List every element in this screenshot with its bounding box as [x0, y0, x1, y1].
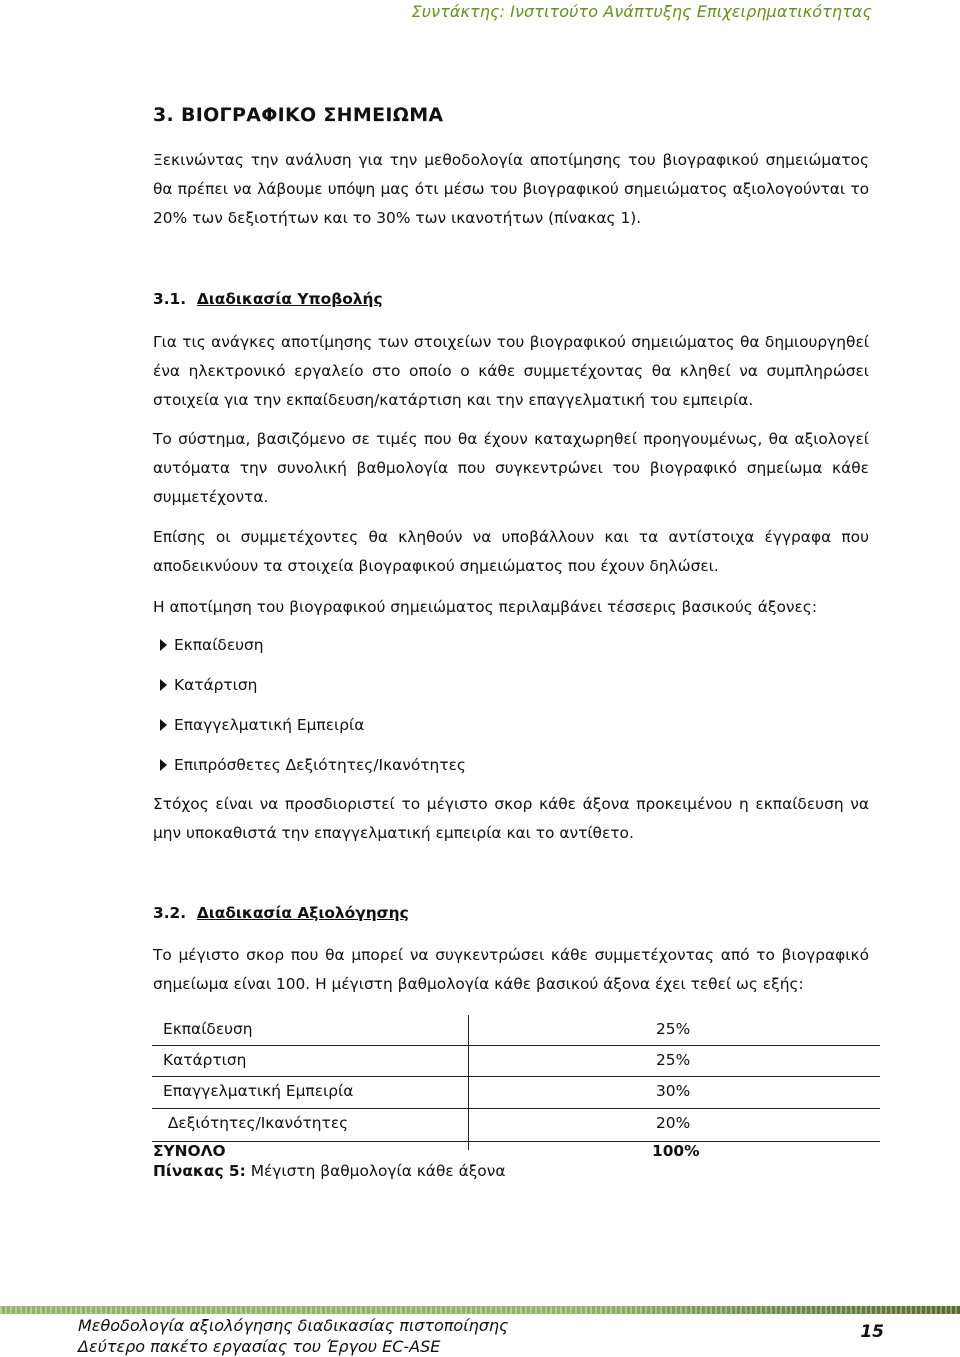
table-cell-label: Εκπαίδευση [163, 1020, 253, 1038]
subsection-heading-evaluation [153, 904, 409, 922]
triangle-bullet-icon [160, 759, 167, 771]
table-row [152, 1077, 880, 1107]
submission-paragraph-3: Επίσης οι συμμετέχοντες θα κληθούν να υποβάλλουν και τα αντίστοιχα έγγραφα που αποδεικνύουν τα στοιχεία βιογραφικού σημειώματος που έχουν δηλώσει. [153, 528, 869, 575]
table-caption [153, 1162, 505, 1180]
evaluation-paragraph: Το μέγιστο σκορ που θα μπορεί να συγκεντρώσει κάθε συμμετέχοντας από το βιογραφικό σημείωμα είναι 100. Η μέγιστη βαθμολογία κάθε βασικού άξονα έχει τεθεί ως εξής: [153, 946, 869, 993]
table-rule [152, 1141, 880, 1142]
triangle-bullet-icon [160, 719, 167, 731]
bullet-label: Κατάρτιση [174, 676, 258, 694]
section-title: 3. ΒΙΟΓΡΑΦΙΚΟ ΣΗΜΕΙΩΜΑ [153, 104, 444, 126]
table-cell-label: Κατάρτιση [163, 1051, 247, 1069]
table-cell-value: 25% [656, 1020, 691, 1038]
table-total-value: 100% [652, 1142, 700, 1160]
subsection-number: 3.2. [153, 904, 187, 922]
table-cell-label: Δεξιότητες/Ικανότητες [163, 1114, 349, 1132]
subsection-number: 3.1. [153, 290, 187, 308]
bullet-item [160, 636, 264, 654]
bullet-item [160, 756, 466, 774]
submission-paragraph-5: Στόχος είναι να προσδιοριστεί το μέγιστο σκορ κάθε άξονα προκειμένου η εκπαίδευση να μην υποκαθιστά την επαγγελματική εμπειρία και το αντίθετο. [153, 795, 869, 842]
bullet-item [160, 676, 257, 694]
subsection-heading-submission [153, 290, 383, 308]
intro-paragraph: Ξεκινώντας την ανάλυση για την μεθοδολογία αποτίμησης του βιογραφικού σημειώματος θα πρέπει να λάβουμε υπόψη μας ότι μέσω του βιογραφικού σημειώματος αξιολογούνται το 20% των δεξιοτήτων και το 30% των ικανοτήτων (πίνακας 1). [153, 151, 869, 227]
subsection-title: Διαδικασία Αξιολόγησης [196, 904, 409, 922]
table-cell-value: 20% [656, 1114, 691, 1132]
table-row [152, 1046, 880, 1076]
page-number: 15 [860, 1322, 884, 1342]
table-row [152, 1015, 880, 1045]
footer-title: Μεθοδολογία αξιολόγησης διαδικασίας πιστοποίησης [78, 1316, 509, 1335]
subsection-title: Διαδικασία Υποβολής [196, 290, 383, 308]
header-author: Συντάκτης: Ινστιτούτο Ανάπτυξης Επιχειρηματικότητας [411, 2, 872, 21]
caption-text: Μέγιστη βαθμολογία κάθε άξονα [245, 1162, 506, 1180]
table-total-label: ΣΥΝΟΛΟ [153, 1142, 226, 1160]
table-cell-label: Επαγγελματική Εμπειρία [163, 1082, 354, 1100]
triangle-bullet-icon [160, 639, 167, 651]
bullet-label: Επαγγελματική Εμπειρία [174, 716, 365, 734]
submission-paragraph-2: Το σύστημα, βασιζόμενο σε τιμές που θα έχουν καταχωρηθεί προηγουμένως, θα αξιολογεί αυτόματα την συνολική βαθμολογία που συγκεντρώνει του βιογραφικό σημείωμα κάθε συμμετέχοντα. [153, 430, 869, 506]
table-row [152, 1109, 880, 1139]
footer-subtitle: Δεύτερο πακέτο εργασίας του Έργου EC-ASE [78, 1337, 441, 1356]
footer-decorative-bar [0, 1306, 960, 1314]
triangle-bullet-icon [160, 679, 167, 691]
caption-label: Πίνακας 5: [153, 1162, 246, 1180]
table-cell-value: 30% [656, 1082, 691, 1100]
bullet-label: Επιπρόσθετες Δεξιότητες/Ικανότητες [174, 756, 466, 774]
bullet-label: Εκπαίδευση [174, 636, 264, 654]
bullet-item [160, 716, 364, 734]
submission-paragraph-4: Η αποτίμηση του βιογραφικού σημειώματος περιλαμβάνει τέσσερις βασικούς άξονες: [153, 598, 817, 616]
table-cell-value: 25% [656, 1051, 691, 1069]
submission-paragraph-1: Για τις ανάγκες αποτίμησης των στοιχείων του βιογραφικού σημειώματος θα δημιουργηθεί ένα ηλεκτρονικό εργαλείο στο οποίο ο κάθε συμμετέχοντας θα κληθεί να συμπληρώσει στοιχεία για την εκπαίδευση/κατάρτιση και την επαγγελματική του εμπειρία. [153, 333, 869, 409]
